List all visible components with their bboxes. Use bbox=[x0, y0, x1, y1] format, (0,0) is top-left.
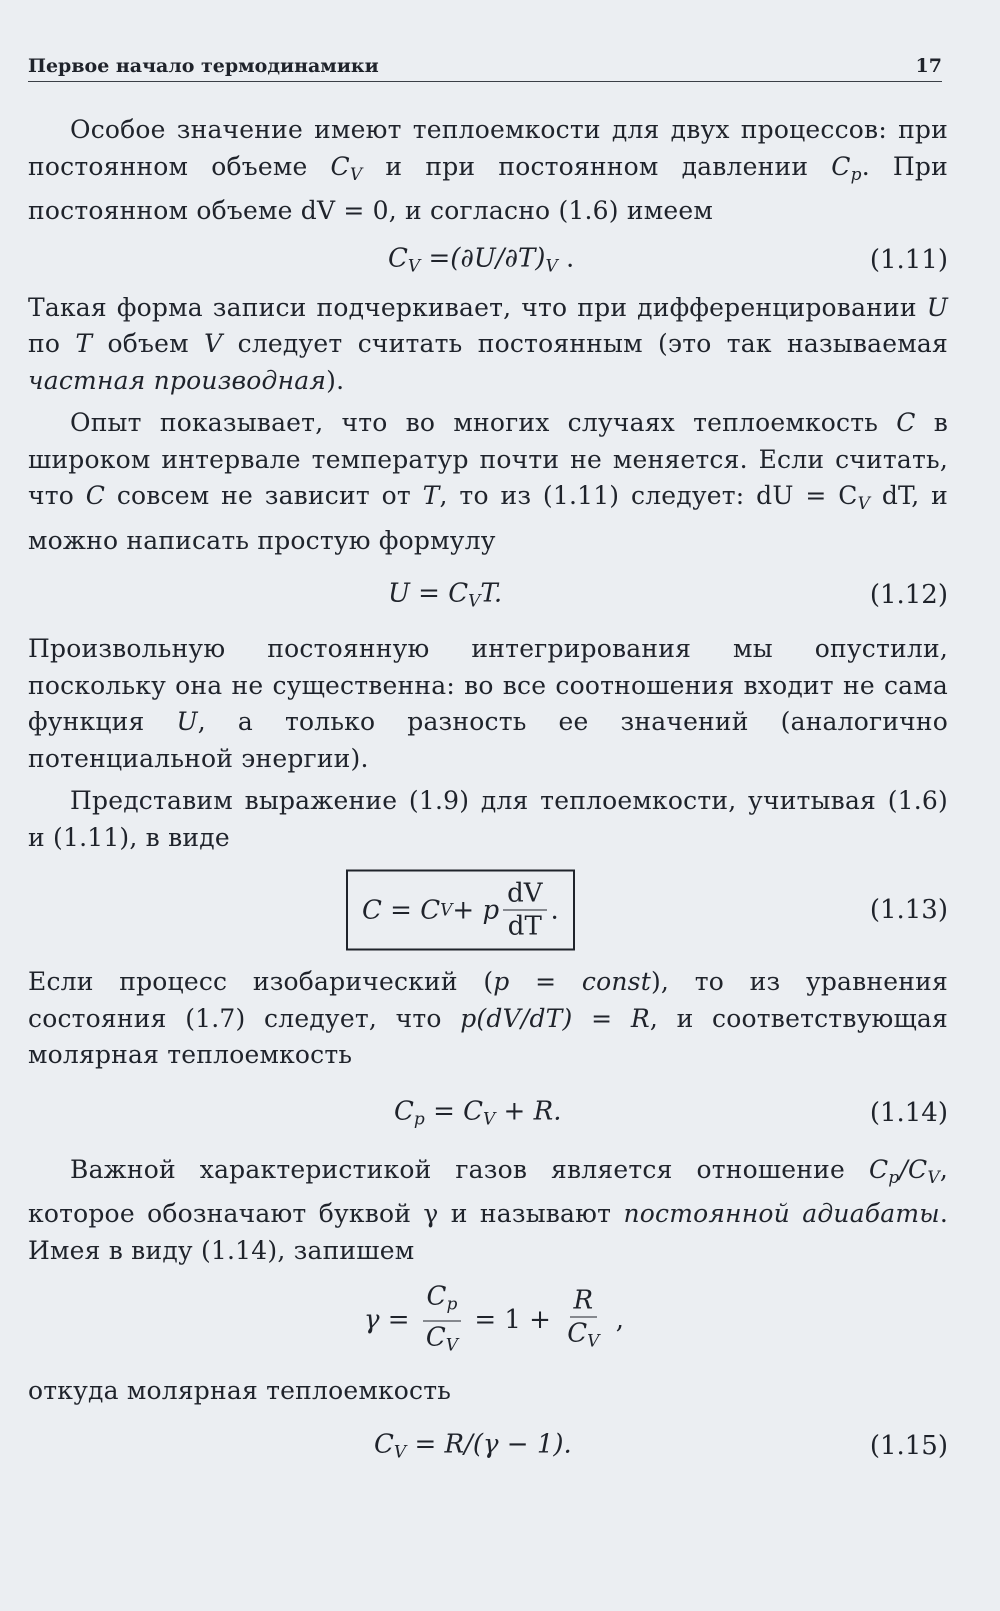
paragraph-8: откуда молярная теплоемкость bbox=[28, 1376, 452, 1405]
boxed-formula: C = C V + p $\frac{dV}{dT}$ . bbox=[346, 870, 575, 951]
paragraph-5: Представим выражение (1.9) для теплоемкости, учитывая (1.6) и (1.11), в виде bbox=[28, 786, 948, 852]
equation-1-11: $C_V =(\partial U/\partial T)_V$ . (1.11) bbox=[388, 243, 948, 276]
equation-1-12: $U = C_VT$. (1.12) bbox=[388, 578, 948, 612]
page-number: 17 bbox=[915, 55, 942, 77]
equation-number: (1.14) bbox=[869, 1097, 948, 1128]
equation-1-13 bbox=[28, 856, 948, 964]
paragraph-1: Особое значение имеют теплоемкости для двух процессов: при постоянном объеме $C_V$ и при постоянном давлении $C_p$. При постоянном объеме dV = 0, и согласно (1.6) имеем bbox=[28, 115, 948, 225]
paragraph-6: Если процесс изобарический (p = const), то из уравнения состояния (1.7) следует, что p(dV/dT) = R, и соответствующая молярная теплоемкость bbox=[28, 967, 948, 1069]
equation-number: (1.13) bbox=[869, 895, 948, 925]
equation-number: (1.11) bbox=[869, 244, 948, 275]
paragraph-7: Важной характеристикой газов является отношение $C_p/C_V$, которое обозначают буквой γ и называют постоянной адиабаты. Имея в виду (1.14), запишем bbox=[28, 1154, 948, 1265]
paragraph-2: Такая форма записи подчеркивает, что при дифференцировании U по T объем V следует считать постоянным (это так называемая частная производная). bbox=[28, 292, 949, 395]
running-title: Первое начало термодинамики bbox=[28, 55, 379, 77]
paragraph-3: Опыт показывает, что во многих случаях теплоемкость C в широком интервале температур почти не меняется. Если считать, что C совсем не зависит от T, то из (1.11) следует: dU = $C_V$ dT, и можно написать простую формулу bbox=[28, 408, 948, 555]
equation-number: (1.15) bbox=[869, 1430, 948, 1461]
equation-1-14: $C_p = C_V + R$. (1.14) bbox=[394, 1096, 948, 1129]
paragraph-4: Произвольную постоянную интегрирования мы опустили, поскольку она не существенна: во все соотношения входит не сама функция U, а только разность ее значений (аналогично потенциальной энергии). bbox=[28, 634, 949, 773]
body-text bbox=[28, 112, 948, 1482]
equation-1-15: $C_V = R/(\gamma - 1)$. (1.15) bbox=[374, 1429, 948, 1462]
running-head bbox=[28, 50, 942, 82]
equation-number: (1.12) bbox=[869, 580, 948, 610]
equation-gamma: γ = $\frac{C_p}{C_V}$ = 1 + $\frac{R}{C_V}$ , bbox=[364, 1281, 624, 1356]
